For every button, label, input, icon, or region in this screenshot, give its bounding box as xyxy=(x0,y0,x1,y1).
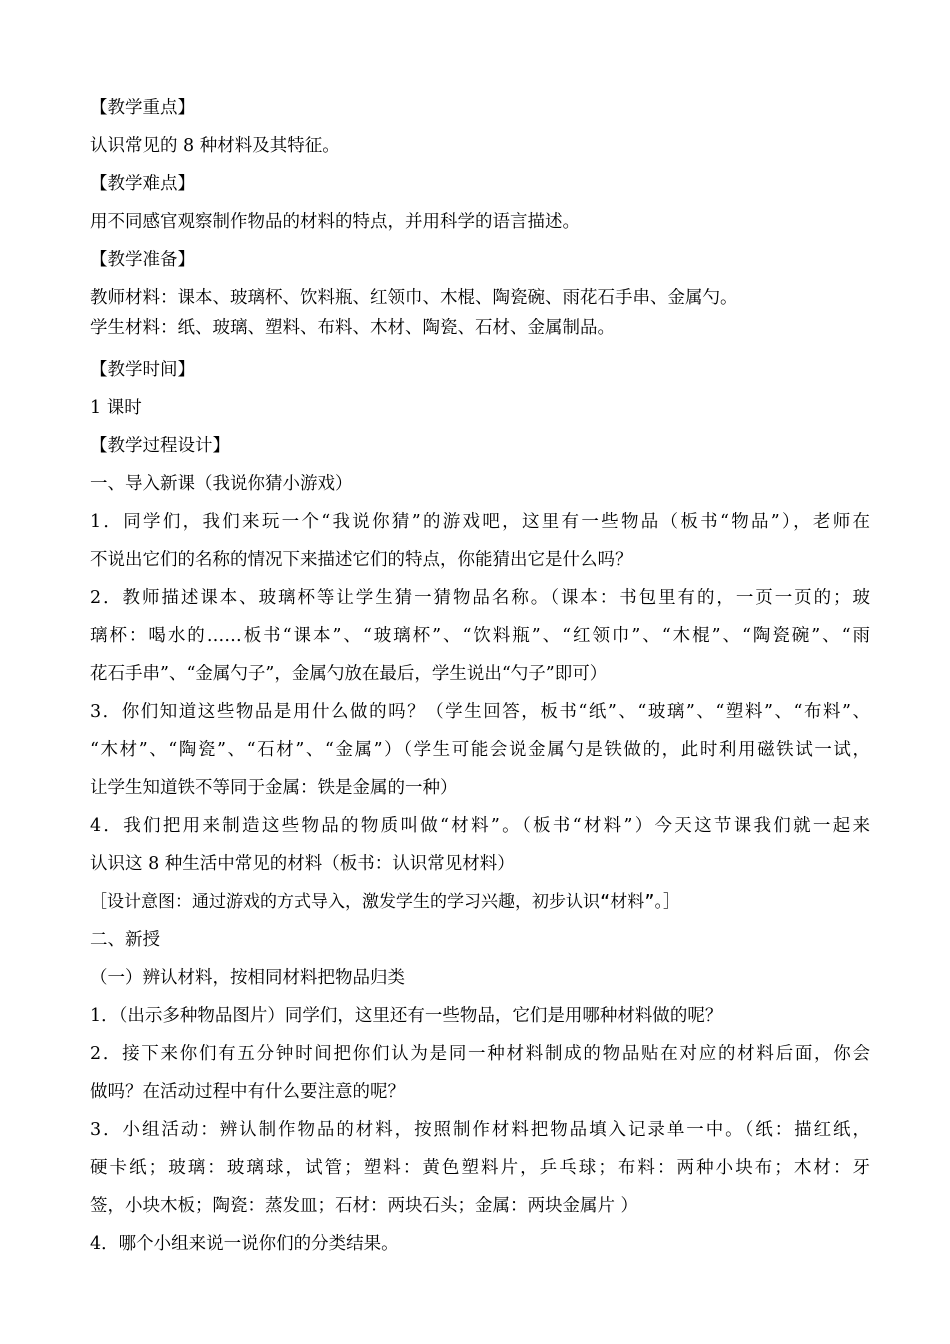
paragraph-2-line-1: 2．教师描述课本、玻璃杯等让学生猜一猜物品名称。（课本：书包里有的，一页一页的；玻 xyxy=(90,588,870,608)
paragraph-4-line-1: 4．我们把用来制造这些物品的物质叫做“材料”。（板书“材料”）今天这节课我们就一起来 xyxy=(90,816,870,836)
heading-time: 【教学时间】 xyxy=(90,360,195,380)
step-2-line-1: 2．接下来你们有五分钟时间把你们认为是同一种材料制成的物品贴在对应的材料后面，你会 xyxy=(90,1044,870,1064)
step-4: 4．哪个小组来说一说你们的分类结果。 xyxy=(90,1234,399,1254)
paragraph-2-line-3: 花石手串”、“金属勺子”，金属勺放在最后，学生说出“勺子”即可） xyxy=(90,664,608,684)
step-3-line-1: 3．小组活动：辨认制作物品的材料，按照制作材料把物品填入记录单一中。（纸：描红纸， xyxy=(90,1120,870,1140)
difficulties-text: 用不同感官观察制作物品的材料的特点，并用科学的语言描述。 xyxy=(90,212,580,232)
paragraph-3-line-1: 3．你们知道这些物品是用什么做的吗？（学生回答，板书“纸”、“玻璃”、“塑料”、“布料”、 xyxy=(90,702,870,722)
design-intent-note: ［设计意图：通过游戏的方式导入，激发学生的学习兴趣，初步认识“材料”。］ xyxy=(90,892,680,912)
heading-key-points: 【教学重点】 xyxy=(90,98,195,118)
student-materials: 学生材料：纸、玻璃、塑料、布料、木材、陶瓷、石材、金属制品。 xyxy=(90,318,615,338)
teacher-materials: 教师材料：课本、玻璃杯、饮料瓶、红领巾、木棍、陶瓷碗、雨花石手串、金属勺。 xyxy=(90,288,738,308)
heading-difficulties: 【教学难点】 xyxy=(90,174,195,194)
section-2-title: 二、新授 xyxy=(90,930,160,950)
step-3-line-3: 签，小块木板；陶瓷：蒸发皿；石材：两块石头；金属：两块金属片 ） xyxy=(90,1196,639,1216)
step-1: 1．（出示多种物品图片）同学们，这里还有一些物品，它们是用哪种材料做的呢？ xyxy=(90,1006,723,1026)
heading-preparation: 【教学准备】 xyxy=(90,250,195,270)
key-points-text: 认识常见的 8 种材料及其特征。 xyxy=(90,136,340,156)
step-3-line-2: 硬卡纸；玻璃：玻璃球，试管；塑料：黄色塑料片，乒乓球；布料：两种小块布；木材：牙 xyxy=(90,1158,870,1178)
subsection-1-title: （一）辨认材料，按相同材料把物品归类 xyxy=(90,968,405,988)
heading-process: 【教学过程设计】 xyxy=(90,436,230,456)
paragraph-2-line-2: 璃杯：喝水的……板书“课本”、“玻璃杯”、“饮料瓶”、“红领巾”、“木棍”、“陶瓷碗”、“雨 xyxy=(90,626,870,646)
time-text: 1 课时 xyxy=(90,398,142,418)
paragraph-3-line-3: 让学生知道铁不等同于金属：铁是金属的一种） xyxy=(90,778,458,798)
paragraph-1-line-2: 不说出它们的名称的情况下来描述它们的特点，你能猜出它是什么吗？ xyxy=(90,550,633,570)
paragraph-3-line-2: “木材”、“陶瓷”、“石材”、“金属”）（学生可能会说金属勺是铁做的，此时利用磁铁试一试， xyxy=(90,740,870,760)
paragraph-1-line-1: 1．同学们，我们来玩一个“我说你猜”的游戏吧，这里有一些物品（板书“物品”），老师在 xyxy=(90,512,870,532)
step-2-line-2: 做吗？在活动过程中有什么要注意的呢？ xyxy=(90,1082,405,1102)
section-1-title: 一、导入新课（我说你猜小游戏） xyxy=(90,474,353,494)
paragraph-4-line-2: 认识这 8 种生活中常见的材料（板书：认识常见材料） xyxy=(90,854,515,874)
